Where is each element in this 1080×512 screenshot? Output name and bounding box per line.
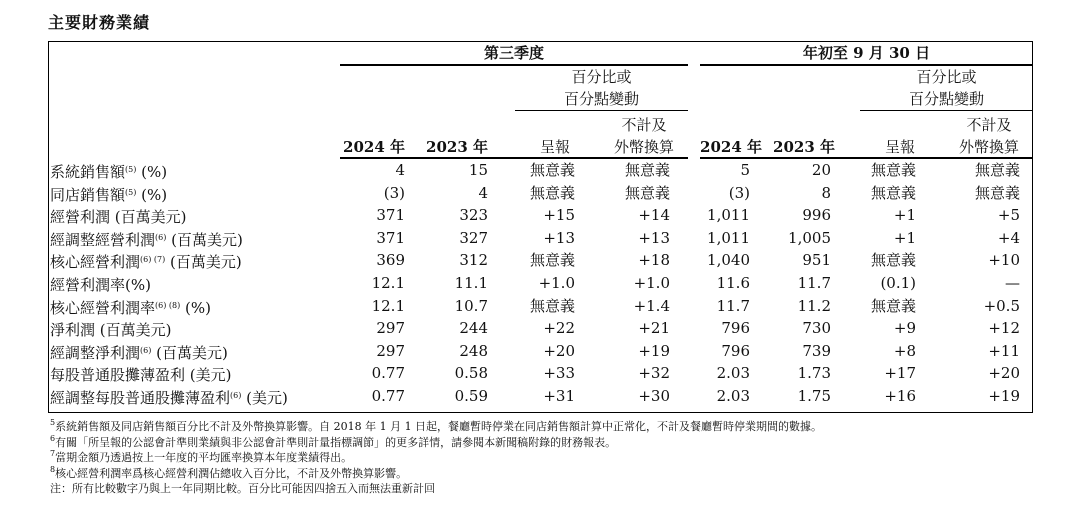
ytd-group-header: 年初至 9 月 30 日 bbox=[802, 44, 931, 62]
ytd-change-header-line1: 百分比或 bbox=[916, 68, 977, 86]
q3-reported-header: 呈報 bbox=[539, 138, 570, 156]
table-cell: 無意義 bbox=[870, 296, 916, 315]
table-cell: +5 bbox=[997, 206, 1020, 225]
table-cell: 796 bbox=[721, 341, 750, 360]
table-cell: +32 bbox=[638, 364, 670, 383]
table-cell: +1 bbox=[893, 228, 916, 247]
table-cell: +1.0 bbox=[538, 274, 575, 292]
table-cell: 5 bbox=[740, 161, 750, 179]
row-label: 每股普通股攤薄盈利 (美元) bbox=[50, 366, 232, 385]
q3-change-rule bbox=[515, 110, 688, 111]
table-cell: +33 bbox=[543, 364, 575, 383]
footnote: $^6$有關「所呈報的公認會計準則業績與非公認會計準則計量指標調節」的更多詳情，請參閱本新聞稿附錄的財務報表。 bbox=[50, 433, 617, 449]
table-cell: 4 bbox=[478, 183, 488, 202]
table-cell: 248 bbox=[459, 341, 488, 360]
table-cell: 0.58 bbox=[454, 364, 488, 383]
table-cell: +21 bbox=[638, 319, 670, 338]
table-cell: +22 bbox=[543, 319, 575, 338]
ytd-2023-header: 2023 年 bbox=[773, 138, 835, 156]
ytd-change-rule bbox=[860, 110, 1033, 111]
table-cell: 無意義 bbox=[870, 251, 916, 270]
row-label: 核心經營利潤率$^{(6) (8)}$ (%) bbox=[50, 298, 211, 317]
table-cell: 無意義 bbox=[529, 161, 575, 179]
table-cell: +30 bbox=[638, 387, 670, 405]
ytd-fx-header-line1b: 不計及 bbox=[966, 116, 1012, 134]
table-cell: 11.7 bbox=[797, 274, 831, 292]
table-cell: +12 bbox=[988, 319, 1020, 338]
table-cell: 951 bbox=[802, 251, 831, 270]
row-label: 經調整經營利潤$^{(6)}$ (百萬美元) bbox=[50, 230, 243, 249]
row-label: 淨利潤 (百萬美元) bbox=[50, 321, 172, 340]
table-cell: +31 bbox=[543, 387, 575, 405]
table-cell: 11.6 bbox=[716, 274, 750, 292]
table-cell: 11.7 bbox=[716, 296, 750, 315]
table-cell: +11 bbox=[988, 341, 1020, 360]
table-cell: 297 bbox=[376, 319, 405, 338]
table-cell: +4 bbox=[997, 228, 1020, 247]
table-cell: (3) bbox=[383, 183, 405, 202]
table-cell: 1,040 bbox=[707, 251, 750, 270]
table-cell: 297 bbox=[376, 341, 405, 360]
q3-fx-header-line2: 外幣換算 bbox=[613, 138, 674, 156]
table-cell: +9 bbox=[893, 319, 916, 338]
table-cell: 1,011 bbox=[707, 228, 750, 247]
footnote: 注：所有比較數字乃與上一年同期比較。百分比可能因四捨五入而無法重新計回 bbox=[50, 482, 435, 495]
footnote: $^8$核心經營利潤率爲核心經營利潤佔總收入百分比，不計及外幣換算影響。 bbox=[50, 464, 408, 480]
table-cell: 371 bbox=[376, 206, 405, 225]
table-cell: +13 bbox=[543, 228, 575, 247]
table-cell: 996 bbox=[802, 206, 831, 225]
q3-group-rule bbox=[340, 64, 688, 66]
table-cell: 371 bbox=[376, 228, 405, 247]
table-cell: +16 bbox=[884, 387, 916, 405]
row-label: 經營利潤 (百萬美元) bbox=[50, 208, 187, 227]
table-cell: 312 bbox=[459, 251, 488, 270]
table-cell: 無意義 bbox=[529, 296, 575, 315]
table-cell: +0.5 bbox=[983, 296, 1020, 315]
table-cell: +1.4 bbox=[633, 296, 670, 315]
table-cell: 796 bbox=[721, 319, 750, 338]
table-cell: +17 bbox=[884, 364, 916, 383]
section-title: 主要財務業績 bbox=[48, 13, 151, 32]
table-cell: 0.59 bbox=[454, 387, 488, 405]
table-cell: 11.2 bbox=[797, 296, 831, 315]
row-label: 經調整每股普通股攤薄盈利$^{(6)}$ (美元) bbox=[50, 389, 288, 407]
table-cell: 1.75 bbox=[797, 387, 831, 405]
table-cell: 15 bbox=[468, 161, 488, 179]
table-cell: +1.0 bbox=[633, 274, 670, 292]
table-cell: 2.03 bbox=[716, 387, 750, 405]
table-cell: +19 bbox=[988, 387, 1020, 405]
table-cell: 無意義 bbox=[870, 161, 916, 179]
table-cell: 323 bbox=[459, 206, 488, 225]
table-cell: 1.73 bbox=[797, 364, 831, 383]
table-cell: 244 bbox=[459, 319, 488, 338]
table-cell: +20 bbox=[543, 341, 575, 360]
table-cell: — bbox=[1005, 274, 1020, 292]
table-cell: +19 bbox=[638, 341, 670, 360]
ytd-reported-header: 呈報 bbox=[884, 138, 915, 156]
q3-header-rule bbox=[340, 157, 688, 159]
row-label: 經營利潤率(%) bbox=[50, 276, 151, 294]
q3-change-header-line2: 百分點變動 bbox=[563, 90, 639, 108]
table-cell: 無意義 bbox=[624, 183, 670, 202]
table-cell: +10 bbox=[988, 251, 1020, 270]
table-cell: +13 bbox=[638, 228, 670, 247]
q3-2024-header: 2024 年 bbox=[343, 138, 405, 156]
q3-change-header-line1: 百分比或 bbox=[571, 68, 632, 86]
table-cell: 無意義 bbox=[529, 183, 575, 202]
table-cell: +15 bbox=[543, 206, 575, 225]
table-cell: +1 bbox=[893, 206, 916, 225]
table-cell: 無意義 bbox=[624, 161, 670, 179]
footnote: $^7$當期金額乃透過按上一年度的平均匯率換算本年度業績得出。 bbox=[50, 449, 353, 464]
table-cell: +14 bbox=[638, 206, 670, 225]
row-label: 系統銷售額$^{(5)}$ (%) bbox=[50, 163, 168, 181]
table-cell: 739 bbox=[802, 341, 831, 360]
table-cell: 0.77 bbox=[371, 387, 405, 405]
table-cell: 無意義 bbox=[870, 183, 916, 202]
table-cell: 8 bbox=[821, 183, 831, 202]
table-cell: 無意義 bbox=[974, 161, 1020, 179]
table-cell: 2.03 bbox=[716, 364, 750, 383]
table-cell: 11.1 bbox=[454, 274, 488, 292]
q3-group-header: 第三季度 bbox=[483, 44, 544, 62]
row-label: 經調整淨利潤$^{(6)}$ (百萬美元) bbox=[50, 343, 228, 362]
ytd-group-rule bbox=[700, 64, 1033, 66]
q3-fx-header-line1: 不計及 bbox=[621, 116, 667, 134]
table-cell: 20 bbox=[811, 161, 831, 179]
table-cell: 369 bbox=[376, 251, 405, 270]
table-cell: +8 bbox=[893, 341, 916, 360]
table-cell: +18 bbox=[638, 251, 670, 270]
row-label: 核心經營利潤$^{(6) (7)}$ (百萬美元) bbox=[50, 253, 242, 272]
table-cell: 1,005 bbox=[788, 228, 831, 247]
table-cell: 730 bbox=[802, 319, 831, 338]
table-cell: 327 bbox=[459, 228, 488, 247]
table-cell: +20 bbox=[988, 364, 1020, 383]
ytd-change-header-line2: 百分點變動 bbox=[908, 90, 984, 108]
table-cell: 12.1 bbox=[371, 274, 405, 292]
ytd-fx-header-line2: 外幣換算 bbox=[958, 138, 1019, 156]
table-cell: 無意義 bbox=[529, 251, 575, 270]
table-cell: 12.1 bbox=[371, 296, 405, 315]
table-cell: (0.1) bbox=[880, 274, 916, 292]
row-label: 同店銷售額$^{(5)}$ (%) bbox=[50, 185, 168, 204]
ytd-header-rule bbox=[700, 157, 1033, 159]
footnote: $^5$系統銷售額及同店銷售額百分比不計及外幣換算影響。自 2018 年 1 月 1 日起，餐廳暫時停業在同店銷售額計算中正常化，不計及餐廳暫時停業期間的數據。 bbox=[50, 418, 823, 433]
table-cell: 1,011 bbox=[707, 206, 750, 225]
table-cell: (3) bbox=[728, 183, 750, 202]
table-cell: 無意義 bbox=[974, 183, 1020, 202]
q3-2023-header: 2023 年 bbox=[426, 138, 488, 156]
table-cell: 4 bbox=[395, 161, 405, 179]
ytd-2024-header: 2024 年 bbox=[700, 138, 762, 156]
table-cell: 10.7 bbox=[454, 296, 488, 315]
table-cell: 0.77 bbox=[371, 364, 405, 383]
